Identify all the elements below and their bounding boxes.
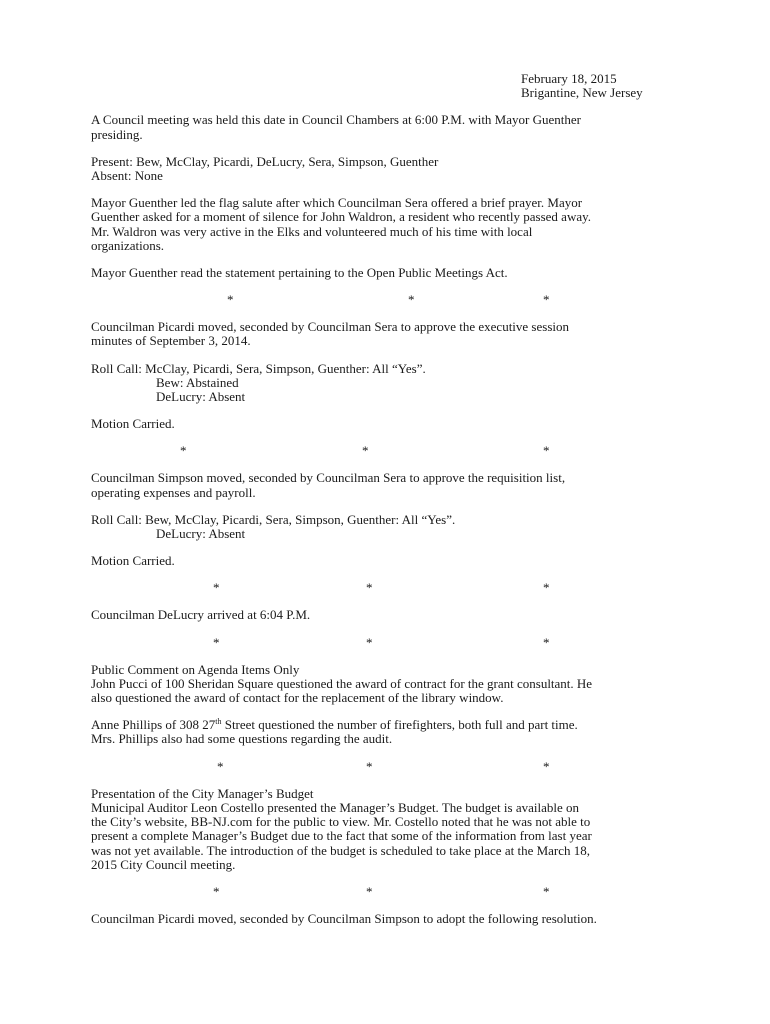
separator-star: * <box>366 634 373 650</box>
motion-executive-minutes: Councilman Picardi moved, seconded by Councilman Sera to approve the executive session minutes of September 3, 2014. <box>91 319 569 349</box>
separator-star: * <box>213 634 220 650</box>
roll-call-2: Roll Call: Bew, McClay, Picardi, Sera, Simpson, Guenther: All “Yes”. DeLucry: Absent <box>91 511 456 542</box>
separator-star: * <box>213 580 220 596</box>
section-separator <box>91 760 691 774</box>
separator-star: * <box>362 443 369 459</box>
separator-star: * <box>366 758 373 774</box>
separator-star: * <box>408 292 415 308</box>
section-heading: Presentation of the City Manager’s Budget <box>91 785 314 801</box>
arrival-note: Councilman DeLucry arrived at 6:04 P.M. <box>91 607 311 623</box>
motion-requisition: Councilman Simpson moved, seconded by Councilman Sera to approve the requisition list, operating expenses and payroll. <box>91 470 566 500</box>
separator-star: * <box>213 883 220 899</box>
attendance-paragraph <box>91 155 691 183</box>
section-separator <box>91 444 691 458</box>
document-header <box>521 72 691 100</box>
separator-star: * <box>543 883 550 899</box>
motion-result-2: Motion Carried. <box>91 553 175 569</box>
budget-presentation: Presentation of the City Manager’s Budget Municipal Auditor Leon Costello presented the Manager’s Budget. The budget is available on the City’s website, BB-NJ.com for the public to view. Mr. Costello noted that he was not able to present a complete Manager’s Budget due to the fact that some of the information from last year was not yet available. The introduction of the budget is scheduled to take place at the March 18, 2015 City Council meeting. <box>91 787 691 872</box>
roll-call-1: Roll Call: McClay, Picardi, Sera, Simpson, Guenther: All “Yes”. Bew: Abstained DeLucry: Absent <box>91 360 426 405</box>
present-list: Present: Bew, McClay, Picardi, DeLucry, Sera, Simpson, Guenther <box>91 153 439 169</box>
opening-paragraph: A Council meeting was held this date in Council Chambers at 6:00 P.M. with Mayor Guenther presiding. <box>91 112 581 142</box>
separator-star: * <box>543 580 550 596</box>
separator-star: * <box>543 443 550 459</box>
section-separator <box>91 885 691 899</box>
separator-star: * <box>366 580 373 596</box>
meeting-location: Brigantine, New Jersey <box>521 85 643 101</box>
separator-star: * <box>543 292 550 308</box>
separator-star: * <box>543 634 550 650</box>
section-separator <box>91 581 691 595</box>
phillips-comment: Anne Phillips of 308 27th Street questioned the number of firefighters, both full and part time. Mrs. Phillips also had some questions regarding the audit. <box>91 717 578 747</box>
public-comment-section: Public Comment on Agenda Items Only John Pucci of 100 Sheridan Square questioned the award of contract for the grant consultant. He also questioned the award of contact for the replacement of the library window. <box>91 663 691 706</box>
separator-star: * <box>217 758 224 774</box>
flag-salute-paragraph: Mayor Guenther led the flag salute after which Councilman Sera offered a brief prayer. Mayor Guenther asked for a moment of silence for John Waldron, a resident who recently passed away. Mr. Waldron was very active in the Elks and volunteered much of his time with local organizations. <box>91 195 592 253</box>
separator-star: * <box>227 292 234 308</box>
motion-result-1: Motion Carried. <box>91 416 175 432</box>
separator-star: * <box>543 758 550 774</box>
section-separator <box>91 293 691 307</box>
resolution-motion: Councilman Picardi moved, seconded by Councilman Simpson to adopt the following resolution. <box>91 910 597 926</box>
absent-list: Absent: None <box>91 168 163 184</box>
section-separator <box>91 636 691 650</box>
opma-statement: Mayor Guenther read the statement pertaining to the Open Public Meetings Act. <box>91 265 508 281</box>
meeting-date: February 18, 2015 <box>521 71 617 86</box>
section-heading: Public Comment on Agenda Items Only <box>91 661 300 677</box>
separator-star: * <box>366 883 373 899</box>
minutes-page <box>91 72 691 939</box>
separator-star: * <box>180 443 187 459</box>
